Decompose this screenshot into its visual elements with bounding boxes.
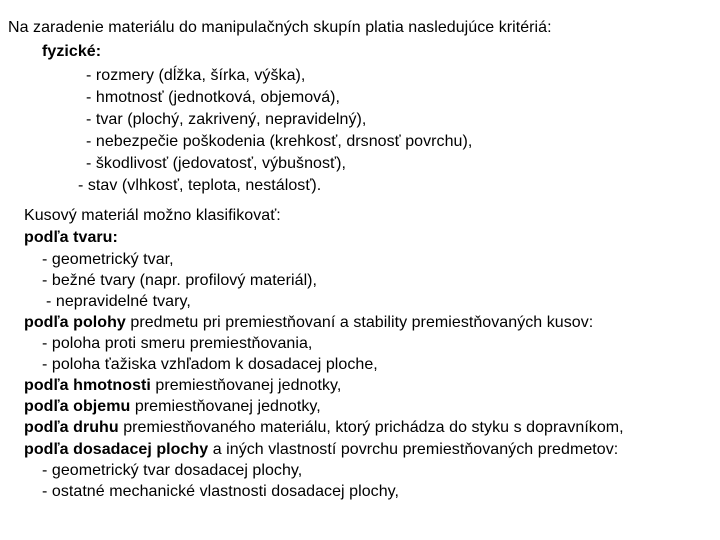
physical-item: - tvar (plochý, zakrivený, nepravidelný), bbox=[86, 111, 367, 128]
shape-item: - bežné tvary (napr. profilový materiál), bbox=[42, 272, 318, 289]
position-item: - poloha proti smeru premiestňovania, bbox=[42, 335, 313, 352]
position-criterion bbox=[24, 313, 593, 333]
position-item: - poloha ťažiska vzhľadom k dosadacej ploche, bbox=[42, 356, 378, 373]
mass-criterion bbox=[24, 376, 341, 396]
surface-criterion bbox=[24, 440, 618, 460]
surface-item: - geometrický tvar dosadacej plochy, bbox=[42, 462, 303, 479]
surface-rest: a iných vlastností povrchu premiestňovaných predmetov: bbox=[208, 441, 619, 458]
kind-rest: premiestňovaného materiálu, ktorý prichádza do styku s dopravníkom, bbox=[118, 419, 624, 436]
position-rest: predmetu pri premiestňovaní a stability premiestňovaných kusov: bbox=[125, 314, 594, 331]
surface-item: - ostatné mechanické vlastnosti dosadacej plochy, bbox=[42, 483, 400, 500]
classification-heading: Kusový materiál možno klasifikovať: bbox=[24, 207, 281, 224]
kind-label: podľa druhu bbox=[24, 419, 119, 436]
kind-criterion bbox=[24, 418, 624, 438]
shape-label: podľa tvaru: bbox=[24, 229, 118, 246]
shape-item: - geometrický tvar, bbox=[42, 251, 174, 268]
physical-item: - rozmery (dĺžka, šírka, výška), bbox=[86, 67, 306, 84]
volume-label: podľa objemu bbox=[24, 398, 131, 415]
volume-criterion bbox=[24, 397, 321, 417]
position-label: podľa polohy bbox=[24, 314, 126, 331]
physical-item: - stav (vlhkosť, teplota, nestálosť). bbox=[78, 177, 322, 194]
physical-item: - hmotnosť (jednotková, objemová), bbox=[86, 89, 341, 106]
shape-item: - nepravidelné tvary, bbox=[46, 293, 191, 310]
physical-item: - nebezpečie poškodenia (krehkosť, drsnosť povrchu), bbox=[86, 133, 473, 150]
mass-label: podľa hmotnosti bbox=[24, 377, 151, 394]
volume-rest: premiestňovanej jednotky, bbox=[130, 398, 321, 415]
physical-label: fyzické: bbox=[42, 43, 102, 60]
physical-item: - škodlivosť (jedovatosť, výbušnosť), bbox=[86, 155, 346, 172]
mass-rest: premiestňovanej jednotky, bbox=[150, 377, 342, 394]
surface-label: podľa dosadacej plochy bbox=[24, 441, 209, 458]
intro-heading: Na zaradenie materiálu do manipulačných skupín platia nasledujúce kritériá: bbox=[8, 19, 552, 36]
